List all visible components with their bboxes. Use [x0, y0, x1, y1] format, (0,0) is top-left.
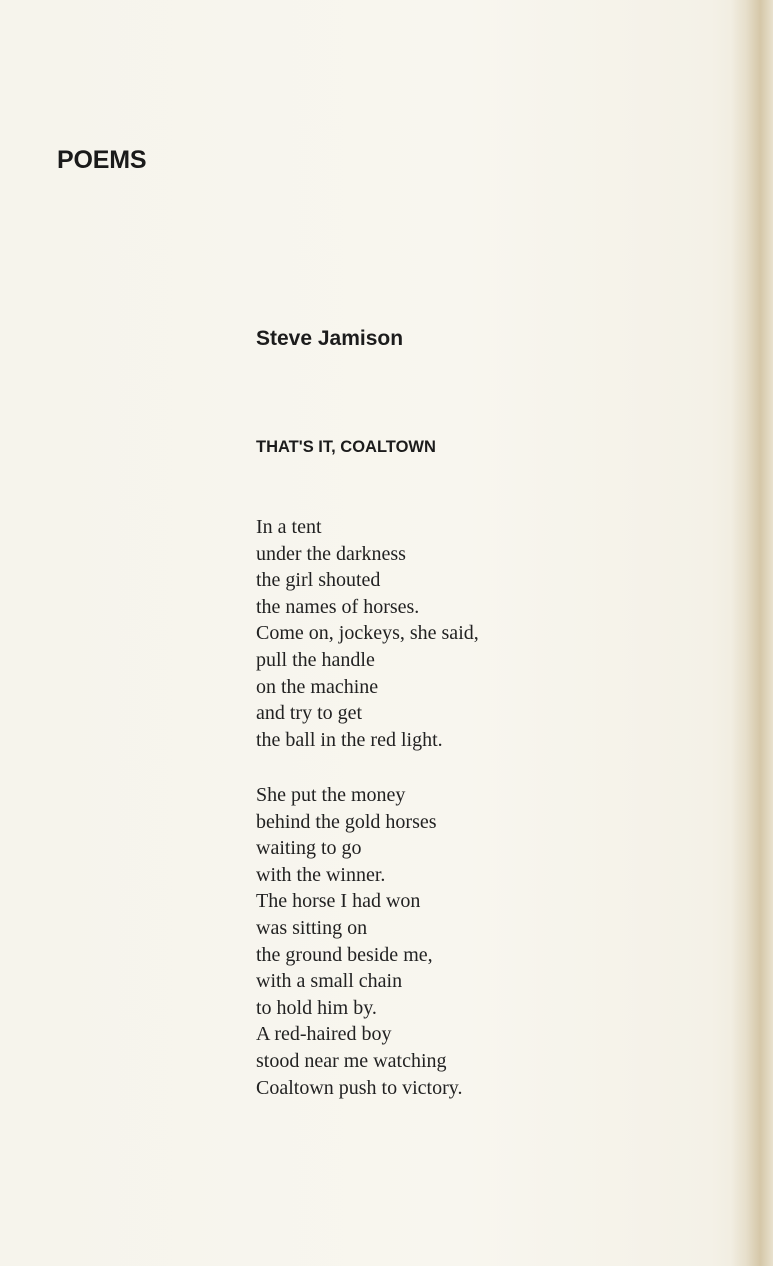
poem-line: behind the gold horses [256, 810, 437, 833]
poem-line: to hold him by. [256, 996, 377, 1019]
poem-author: Steve Jamison [256, 327, 404, 350]
poem-line: waiting to go [256, 837, 362, 860]
section-title: POEMS [57, 146, 147, 174]
poem-line: the names of horses. [256, 595, 420, 618]
poem-line: and try to get [256, 702, 363, 725]
book-spine-shadow [731, 0, 773, 1266]
poem-line: The horse I had won [256, 890, 421, 913]
poem-line: Come on, jockeys, she said, [256, 622, 479, 645]
poem-line: with the winner. [256, 863, 386, 886]
poem-line: on the machine [256, 675, 379, 698]
poem-line: the ground beside me, [256, 943, 433, 966]
poem-stanza-2 [256, 782, 462, 1101]
poem-line: In a tent [256, 516, 322, 538]
poem-line: the ball in the red light. [256, 728, 443, 751]
poem-line: She put the money [256, 784, 406, 806]
poem-title: THAT'S IT, COALTOWN [256, 438, 436, 456]
poem-line: under the darkness [256, 542, 406, 565]
poem-line: Coaltown push to victory. [256, 1076, 463, 1099]
poem-stanza-1 [256, 514, 479, 753]
poem-line: pull the handle [256, 648, 375, 671]
poem-line: with a small chain [256, 970, 403, 993]
poem-line: was sitting on [256, 916, 368, 939]
poem-line: stood near me watching [256, 1049, 447, 1072]
poem-line: the girl shouted [256, 569, 381, 592]
poem-line: A red-haired boy [256, 1023, 392, 1046]
